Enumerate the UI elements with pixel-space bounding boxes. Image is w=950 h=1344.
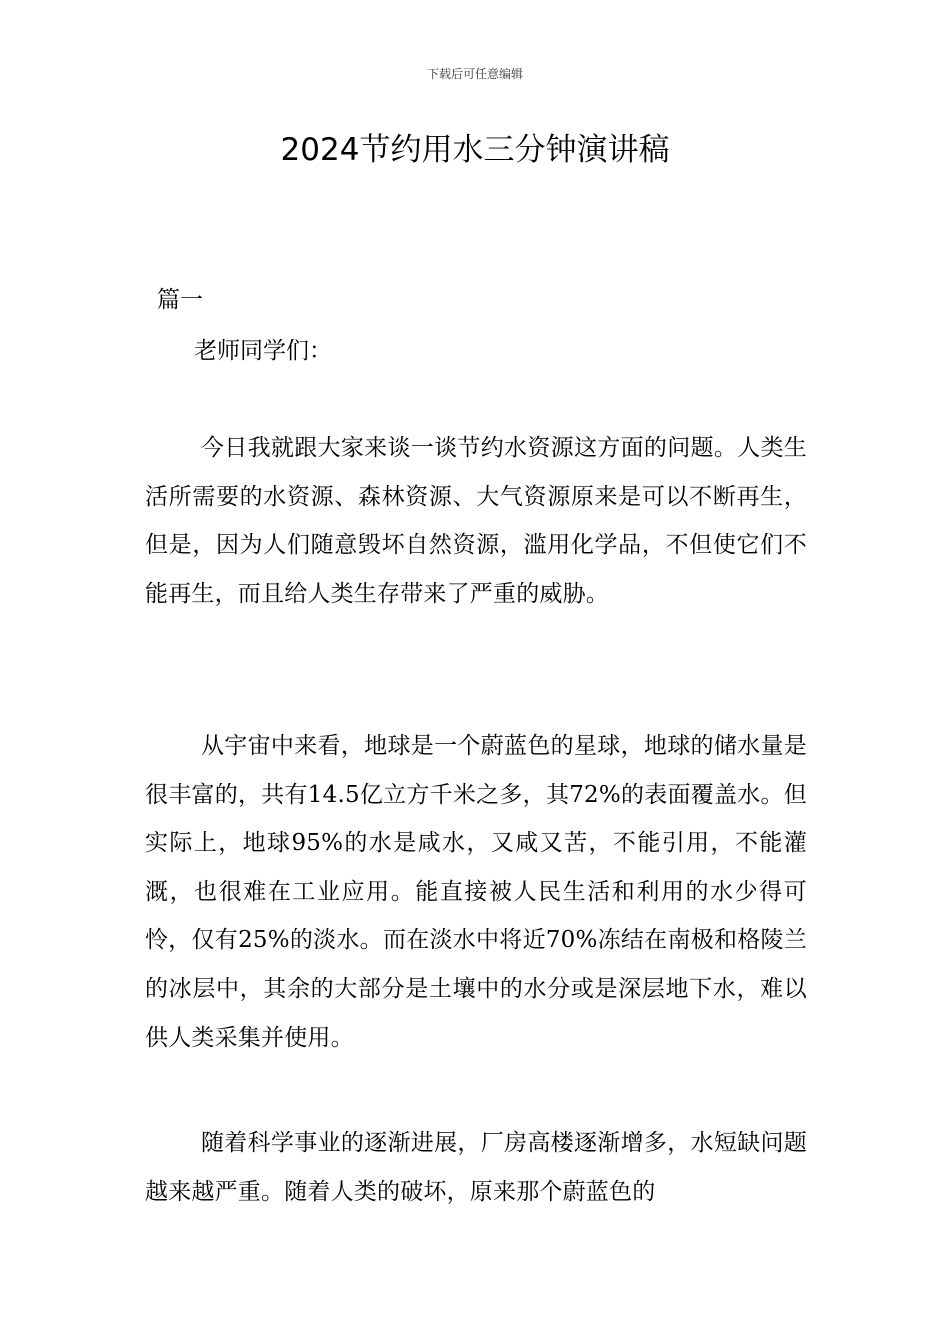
document-title: 2024节约用水三分钟演讲稿 [280,132,670,168]
salutation: 老师同学们： [194,338,332,364]
page-header: 下载后可任意编辑 [426,67,523,81]
paragraph-2: 从宇宙中来看，地球是一个蔚蓝色的星球，地球的储水量是很丰富的，共有14.5亿立方千米之多，其72%的表面覆盖水。但实际上，地球95%的水是咸水，又咸又苦，不能引用，不能灌溉，也很难在工业应用。能直接被人民生活和利用的水少得可怜，仅有25%的淡水。而在淡水中将近70%冻结在南极和格陵兰的冰层中，其余的大部分是土壤中的水分或是深层地下水，难以供人类采集并使用。 [145,733,807,1051]
section-label: 篇一 [157,287,203,313]
paragraph-3: 随着科学事业的逐渐进展，厂房高楼逐渐增多，水短缺问题越来越严重。随着人类的破坏，原来那个蔚蓝色的 [145,1130,807,1205]
paragraph-1: 今日我就跟大家来谈一谈节约水资源这方面的问题。人类生活所需要的水资源、森林资源、大气资源原来是可以不断再生，但是，因为人们随意毁坏自然资源，滥用化学品，不但使它们不能再生，而且给人类生存带来了严重的威胁。 [145,435,807,607]
